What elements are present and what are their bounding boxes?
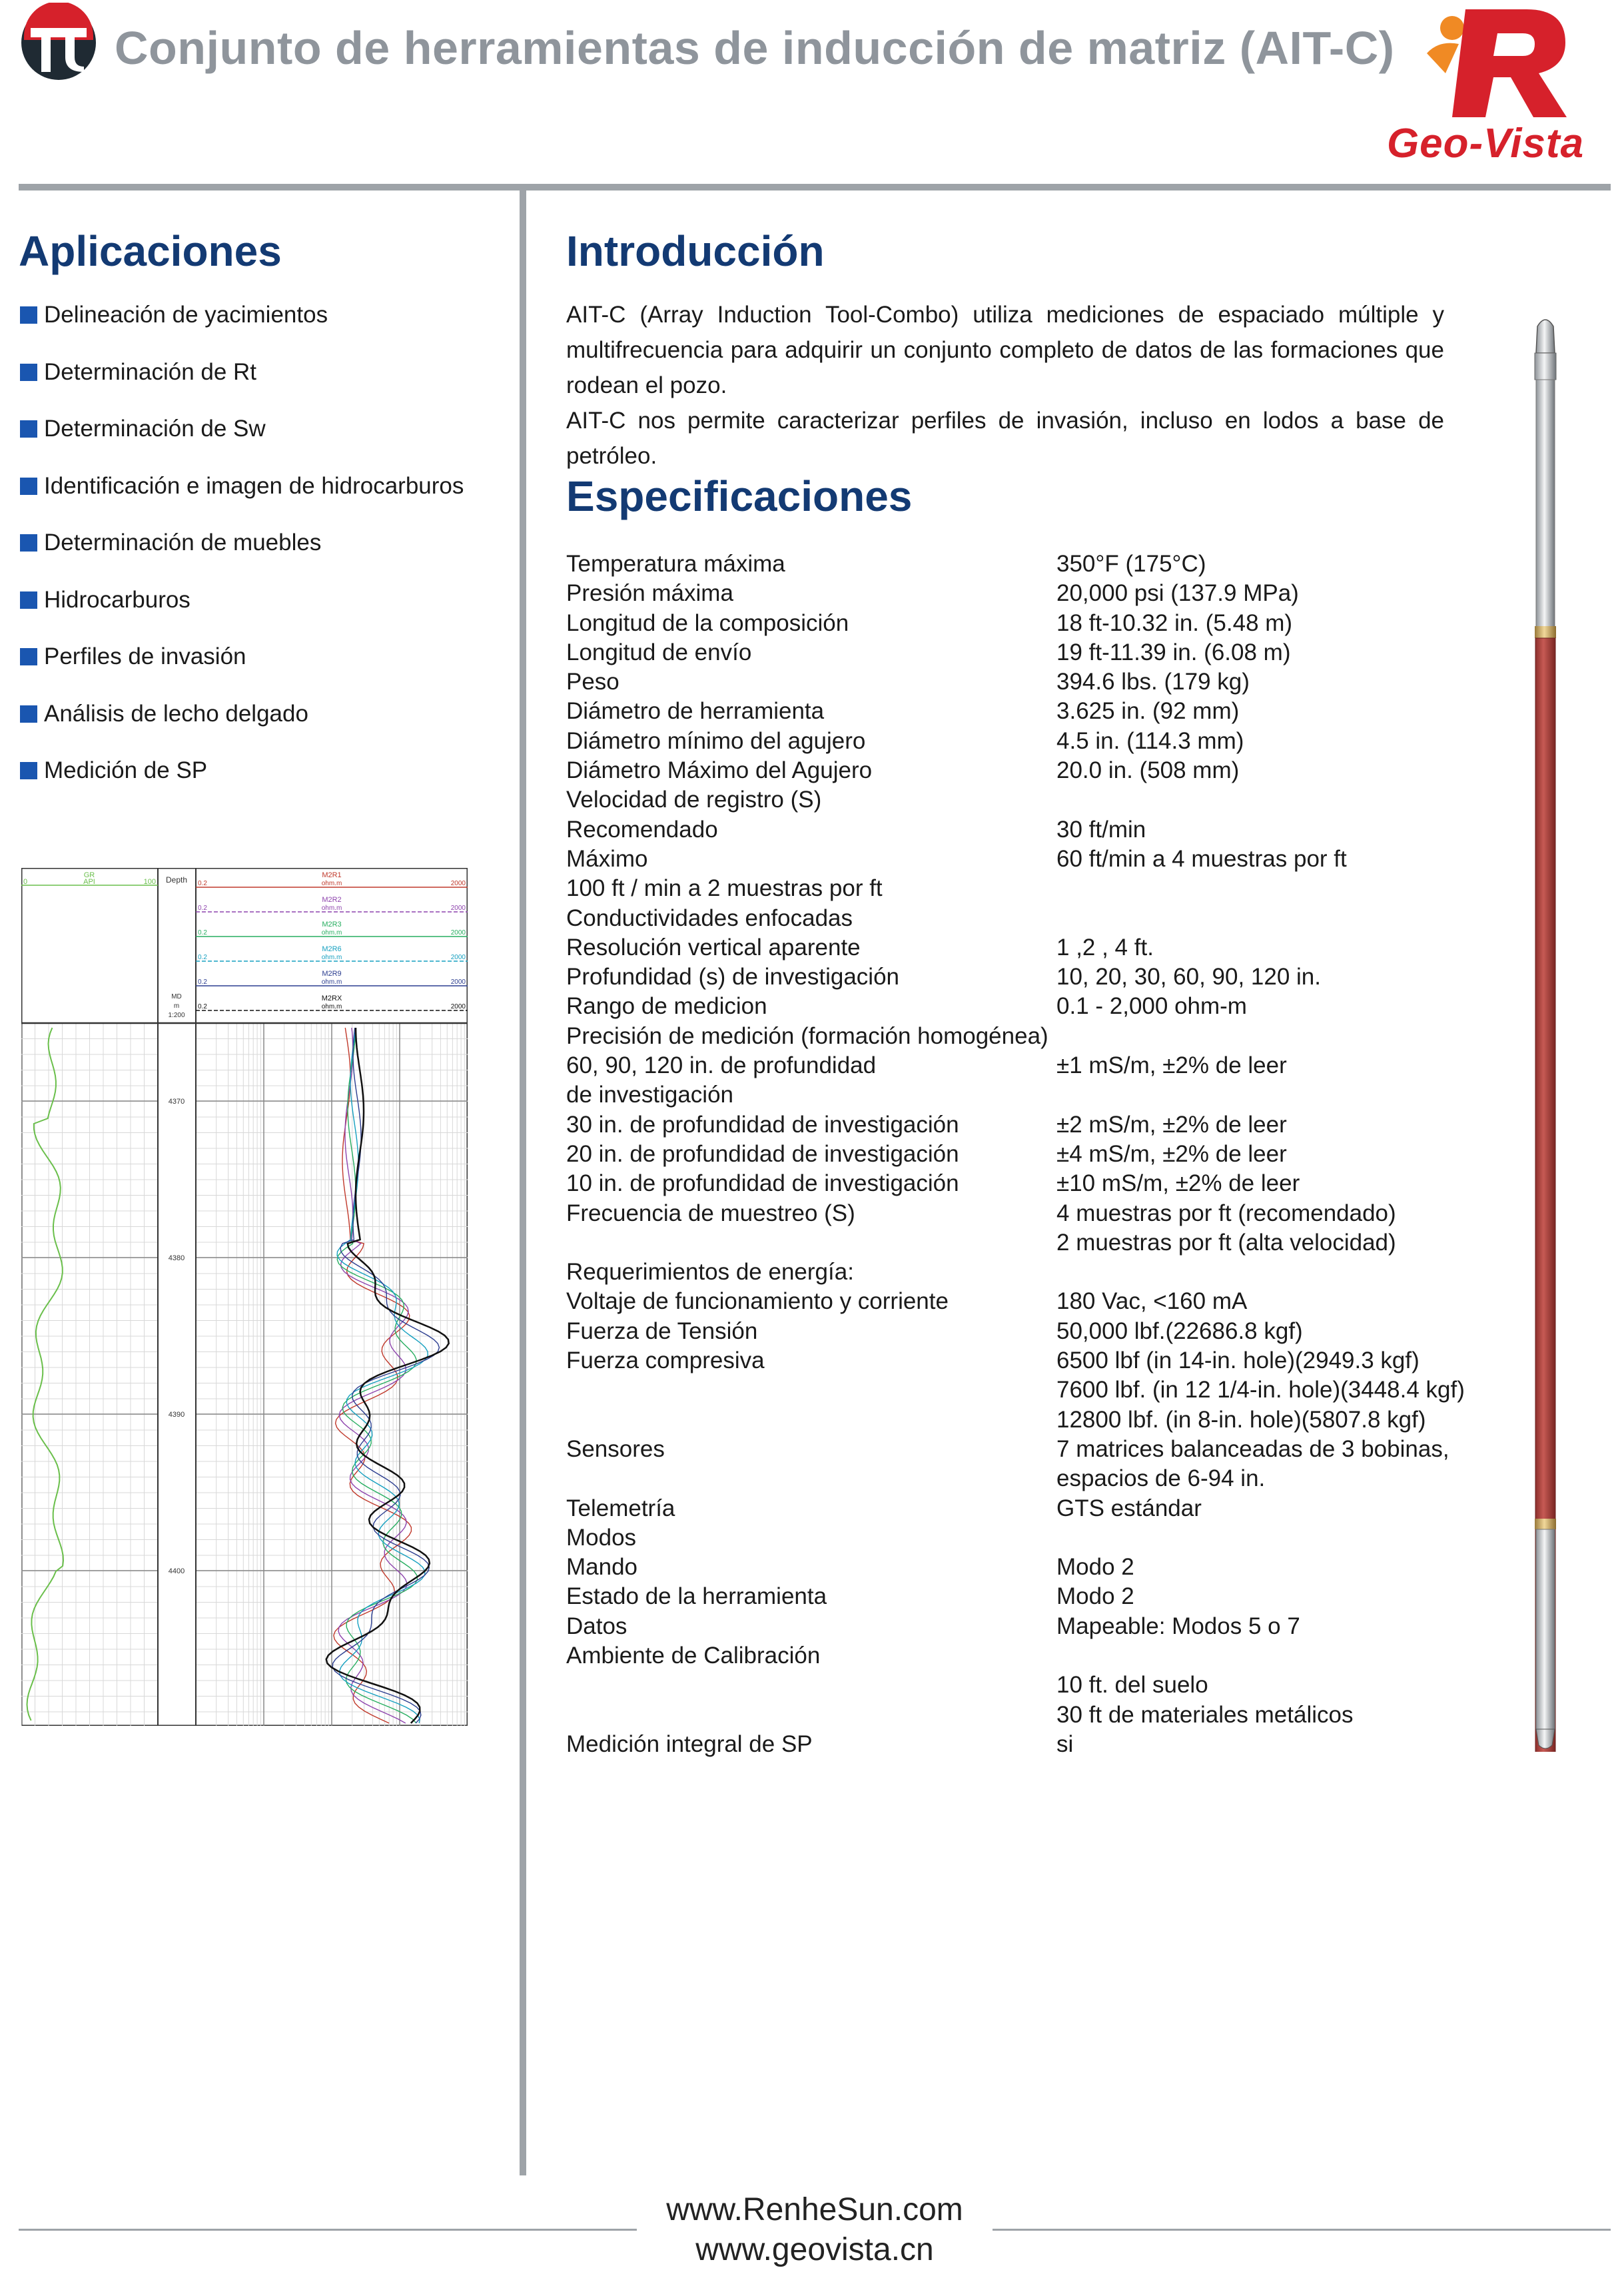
spec-label: Velocidad de registro (S) xyxy=(566,787,822,813)
spec-row xyxy=(566,1199,1465,1228)
spec-value xyxy=(1056,785,1465,815)
spec-label: Profundidad (s) de investigación xyxy=(566,964,900,990)
spec-value: 4.5 in. (114.3 mm) xyxy=(1056,727,1244,754)
spec-label: Fuerza de Tensión xyxy=(566,1318,758,1344)
curve-min: 0.2 xyxy=(198,1003,207,1010)
gr-unit: API xyxy=(83,878,95,886)
square-bullet-icon xyxy=(20,420,37,438)
spec-row xyxy=(566,904,1465,933)
footer-url-renhesun[interactable]: www.RenheSun.com xyxy=(666,2192,963,2227)
spec-label: Diámetro Máximo del Agujero xyxy=(566,757,873,784)
curve-name: M2RX xyxy=(321,994,342,1002)
list-item: Delineación de yacimientos xyxy=(20,298,464,356)
spec-row xyxy=(566,1169,1465,1198)
curve-min: 0.2 xyxy=(198,880,207,887)
spec-row xyxy=(566,697,1465,726)
spec-row xyxy=(566,1464,1465,1493)
spec-label: Longitud de envío xyxy=(566,639,752,665)
spec-label: Frecuencia de muestreo (S) xyxy=(566,1200,855,1226)
spec-label: Requerimientos de energía: xyxy=(566,1259,854,1286)
depth-label: 4400 xyxy=(168,1567,185,1575)
spec-row xyxy=(566,845,1465,874)
spec-row xyxy=(566,1523,1465,1553)
curve-name: M2R9 xyxy=(322,970,342,978)
spec-label: Telemetría xyxy=(566,1495,675,1521)
spec-value: 10 ft. del suelo xyxy=(1056,1672,1208,1699)
spec-row xyxy=(566,550,1465,579)
spec-value: 12800 lbf. (in 8-in. hole)(5807.8 kgf) xyxy=(1056,1406,1426,1433)
square-bullet-icon xyxy=(20,705,37,723)
header-divider xyxy=(19,184,1611,191)
spec-label: Conductividades enfocadas xyxy=(566,905,853,931)
spec-row xyxy=(566,1346,1465,1375)
spec-label: de investigación xyxy=(566,1082,733,1108)
applications-title: Aplicaciones xyxy=(19,227,282,275)
spec-value: 4 muestras por ft (recomendado) xyxy=(1056,1200,1396,1226)
square-bullet-icon xyxy=(20,478,37,495)
spec-label: Mando xyxy=(566,1554,638,1581)
spec-value: 6500 lbf (in 14-in. hole)(2949.3 kgf) xyxy=(1056,1347,1420,1374)
spec-label: Sensores xyxy=(566,1435,665,1462)
spec-row xyxy=(566,1582,1465,1611)
spec-row xyxy=(566,933,1465,962)
applications-list xyxy=(20,298,464,811)
spec-row xyxy=(566,1701,1465,1730)
md-unit: m xyxy=(173,1002,180,1010)
spec-value: 350°F (175°C) xyxy=(1056,551,1206,577)
spec-row xyxy=(566,579,1465,608)
curve-max: 2000 xyxy=(450,1003,466,1010)
spec-value: espacios de 6-94 in. xyxy=(1056,1465,1266,1492)
curve-name: M2R2 xyxy=(322,896,342,904)
curve-max: 2000 xyxy=(450,978,466,986)
spec-label: Ambiente de Calibración xyxy=(566,1642,821,1669)
list-item: Medición de SP xyxy=(20,754,464,811)
specifications-table xyxy=(566,550,1465,1759)
list-item: Identificación e imagen de hidrocarburos xyxy=(20,470,464,527)
spec-row xyxy=(566,1140,1465,1169)
spec-label: Precisión de medición (formación homogénea) xyxy=(566,1022,1048,1049)
curve-max: 2000 xyxy=(450,954,466,961)
curve-min: 0.2 xyxy=(198,929,207,937)
spec-value: Modo 2 xyxy=(1056,1583,1134,1610)
brand-name: Geo-Vista xyxy=(1386,121,1585,167)
spec-value: Modo 2 xyxy=(1056,1554,1134,1581)
curve-min: 0.2 xyxy=(198,905,207,912)
spec-label: Longitud de la composición xyxy=(566,609,849,636)
spec-row xyxy=(566,756,1465,785)
spec-label: Presión máxima xyxy=(566,580,733,607)
spec-label: Rango de medicion xyxy=(566,993,767,1020)
spec-row xyxy=(566,815,1465,845)
spec-value: 3.625 in. (92 mm) xyxy=(1056,698,1240,725)
spec-value: 50,000 lbf.(22686.8 kgf) xyxy=(1056,1318,1303,1344)
spec-row xyxy=(566,1317,1465,1346)
curve-max: 2000 xyxy=(450,905,466,912)
curve-name: M2R1 xyxy=(322,871,342,879)
spec-row xyxy=(566,609,1465,638)
spec-row xyxy=(566,1730,1465,1759)
spec-value: 60 ft/min a 4 muestras por ft xyxy=(1056,845,1347,872)
square-bullet-icon xyxy=(20,648,37,665)
curve-unit: ohm.m xyxy=(321,954,342,961)
spec-row xyxy=(566,1435,1465,1464)
spec-value xyxy=(1056,1523,1465,1553)
curve-unit: ohm.m xyxy=(321,880,342,887)
footer-url-geovista[interactable]: www.geovista.cn xyxy=(695,2232,934,2267)
spec-label xyxy=(566,1464,1056,1493)
md-label: MD xyxy=(171,993,182,1000)
spec-label xyxy=(566,1701,1056,1730)
spec-value: ±2 mS/m, ±2% de leer xyxy=(1056,1111,1287,1138)
spec-value: 19 ft-11.39 in. (6.08 m) xyxy=(1056,639,1291,665)
square-bullet-icon xyxy=(20,762,37,779)
spec-row xyxy=(566,1110,1465,1140)
spec-value: 0.1 - 2,000 ohm-m xyxy=(1056,993,1247,1020)
spec-row xyxy=(566,992,1465,1021)
introduction-text xyxy=(566,297,1444,474)
curve-name: M2R3 xyxy=(322,921,342,929)
spec-value xyxy=(1056,1641,1465,1671)
intro-paragraph: AIT-C nos permite caracterizar perfiles de invasión, incluso en lodos a base de petróleo. xyxy=(566,408,1444,469)
square-bullet-icon xyxy=(20,364,37,381)
intro-paragraph: AIT-C (Array Induction Tool-Combo) utiliza mediciones de espaciado múltiple y multifrecuencia para adquirir un conjunto completo de datos de las formaciones que rodean el pozo. xyxy=(566,302,1444,398)
spec-label: Máximo xyxy=(566,845,648,872)
list-item: Determinación de Sw xyxy=(20,412,464,470)
spec-value: si xyxy=(1056,1730,1074,1757)
spec-value xyxy=(1056,1022,1465,1051)
spec-value: 18 ft-10.32 in. (5.48 m) xyxy=(1056,609,1293,636)
spec-label: Fuerza compresiva xyxy=(566,1347,765,1374)
square-bullet-icon xyxy=(20,306,37,324)
spec-label: Modos xyxy=(566,1524,637,1551)
depth-label: 4370 xyxy=(168,1098,185,1106)
spec-row xyxy=(566,1051,1465,1080)
depth-label: 4390 xyxy=(168,1411,185,1419)
spec-value: 7 matrices balanceadas de 3 bobinas, xyxy=(1056,1435,1449,1462)
spec-value xyxy=(1056,874,1465,903)
list-item: Hidrocarburos xyxy=(20,583,464,641)
column-divider xyxy=(520,191,526,2175)
spec-label: Voltaje de funcionamiento y corriente xyxy=(566,1288,949,1315)
curve-unit: ohm.m xyxy=(321,905,342,912)
spec-row xyxy=(566,1228,1465,1258)
curve-unit: ohm.m xyxy=(321,1003,342,1010)
spec-value: 20.0 in. (508 mm) xyxy=(1056,757,1240,784)
spec-row xyxy=(566,1405,1465,1435)
spec-label xyxy=(566,1405,1056,1435)
spec-row xyxy=(566,1258,1465,1287)
spec-value: 2 muestras por ft (alta velocidad) xyxy=(1056,1229,1396,1256)
well-log-chart xyxy=(21,868,468,1726)
curve-max: 2000 xyxy=(450,929,466,937)
spec-value: Mapeable: Modos 5 o 7 xyxy=(1056,1613,1300,1639)
ait-c-tool-icon xyxy=(1525,313,1565,1752)
footer-divider xyxy=(19,2229,637,2231)
spec-value: 7600 lbf. (in 12 1/4-in. hole)(3448.4 kgf) xyxy=(1056,1377,1465,1403)
spec-label: Recomendado xyxy=(566,816,718,843)
spec-label: Resolución vertical aparente xyxy=(566,934,861,960)
spec-row xyxy=(566,1553,1465,1582)
spec-value: 180 Vac, <160 mA xyxy=(1056,1288,1248,1315)
md-scale: 1:200 xyxy=(168,1012,185,1019)
list-item: Determinación de muebles xyxy=(20,526,464,583)
spec-label: Temperatura máxima xyxy=(566,551,785,577)
spec-label: 100 ft / min a 2 muestras por ft xyxy=(566,875,883,902)
list-item: Determinación de Rt xyxy=(20,356,464,413)
square-bullet-icon xyxy=(20,534,37,552)
spec-value: ±4 mS/m, ±2% de leer xyxy=(1056,1140,1287,1167)
spec-row xyxy=(566,638,1465,667)
spec-value xyxy=(1056,1258,1465,1287)
spec-row xyxy=(566,874,1465,903)
renhesun-logo-icon xyxy=(19,3,99,83)
spec-label: Diámetro de herramienta xyxy=(566,698,825,725)
spec-value: GTS estándar xyxy=(1056,1495,1202,1521)
curve-min: 0.2 xyxy=(198,954,207,961)
spec-row xyxy=(566,727,1465,756)
spec-label: Diámetro mínimo del agujero xyxy=(566,727,866,754)
spec-row xyxy=(566,1641,1465,1671)
spec-row xyxy=(566,1022,1465,1051)
curve-name: M2R6 xyxy=(322,945,342,953)
spec-row xyxy=(566,1375,1465,1405)
spec-label: Estado de la herramienta xyxy=(566,1583,827,1610)
spec-value xyxy=(1056,1080,1465,1110)
spec-label: Peso xyxy=(566,669,619,695)
spec-label xyxy=(566,1671,1056,1700)
list-item: Análisis de lecho delgado xyxy=(20,697,464,755)
spec-row xyxy=(566,1287,1465,1316)
curve-min: 0.2 xyxy=(198,978,207,986)
specifications-title: Especificaciones xyxy=(566,472,913,520)
gr-max: 100 xyxy=(143,878,156,886)
spec-row xyxy=(566,1080,1465,1110)
curve-max: 2000 xyxy=(450,880,466,887)
gr-min: 0 xyxy=(23,878,28,886)
spec-label: 30 in. de profundidad de investigación xyxy=(566,1111,959,1138)
spec-value: 10, 20, 30, 60, 90, 120 in. xyxy=(1056,964,1321,990)
spec-value: 30 ft de materiales metálicos xyxy=(1056,1701,1354,1728)
spec-row xyxy=(566,667,1465,697)
spec-label xyxy=(566,1375,1056,1405)
spec-label xyxy=(566,1228,1056,1258)
introduction-title: Introducción xyxy=(566,227,825,275)
curve-unit: ohm.m xyxy=(321,978,342,986)
depth-label: Depth xyxy=(165,875,188,885)
spec-value: 394.6 lbs. (179 kg) xyxy=(1056,669,1250,695)
spec-label: Medición integral de SP xyxy=(566,1730,813,1757)
curve-unit: ohm.m xyxy=(321,929,342,937)
spec-label: Datos xyxy=(566,1613,627,1639)
spec-row xyxy=(566,1671,1465,1700)
spec-value: 30 ft/min xyxy=(1056,816,1146,843)
spec-value xyxy=(1056,904,1465,933)
spec-value: ±10 mS/m, ±2% de leer xyxy=(1056,1170,1300,1197)
spec-label: 60, 90, 120 in. de profundidad xyxy=(566,1052,877,1079)
spec-row xyxy=(566,785,1465,815)
spec-value: ±1 mS/m, ±2% de leer xyxy=(1056,1052,1287,1079)
square-bullet-icon xyxy=(20,591,37,609)
spec-row xyxy=(566,962,1465,992)
depth-label: 4380 xyxy=(168,1254,185,1262)
list-item: Perfiles de invasión xyxy=(20,640,464,697)
spec-value: 20,000 psi (137.9 MPa) xyxy=(1056,580,1299,607)
spec-label: 10 in. de profundidad de investigación xyxy=(566,1170,959,1197)
footer-divider xyxy=(993,2229,1611,2231)
spec-row xyxy=(566,1612,1465,1641)
spec-row xyxy=(566,1494,1465,1523)
page-title: Conjunto de herramientas de inducción de matriz (AIT-C) xyxy=(115,22,1395,74)
spec-value: 1 ,2 , 4 ft. xyxy=(1056,934,1154,960)
gr-label: GR xyxy=(83,871,95,879)
spec-label: 20 in. de profundidad de investigación xyxy=(566,1140,959,1167)
